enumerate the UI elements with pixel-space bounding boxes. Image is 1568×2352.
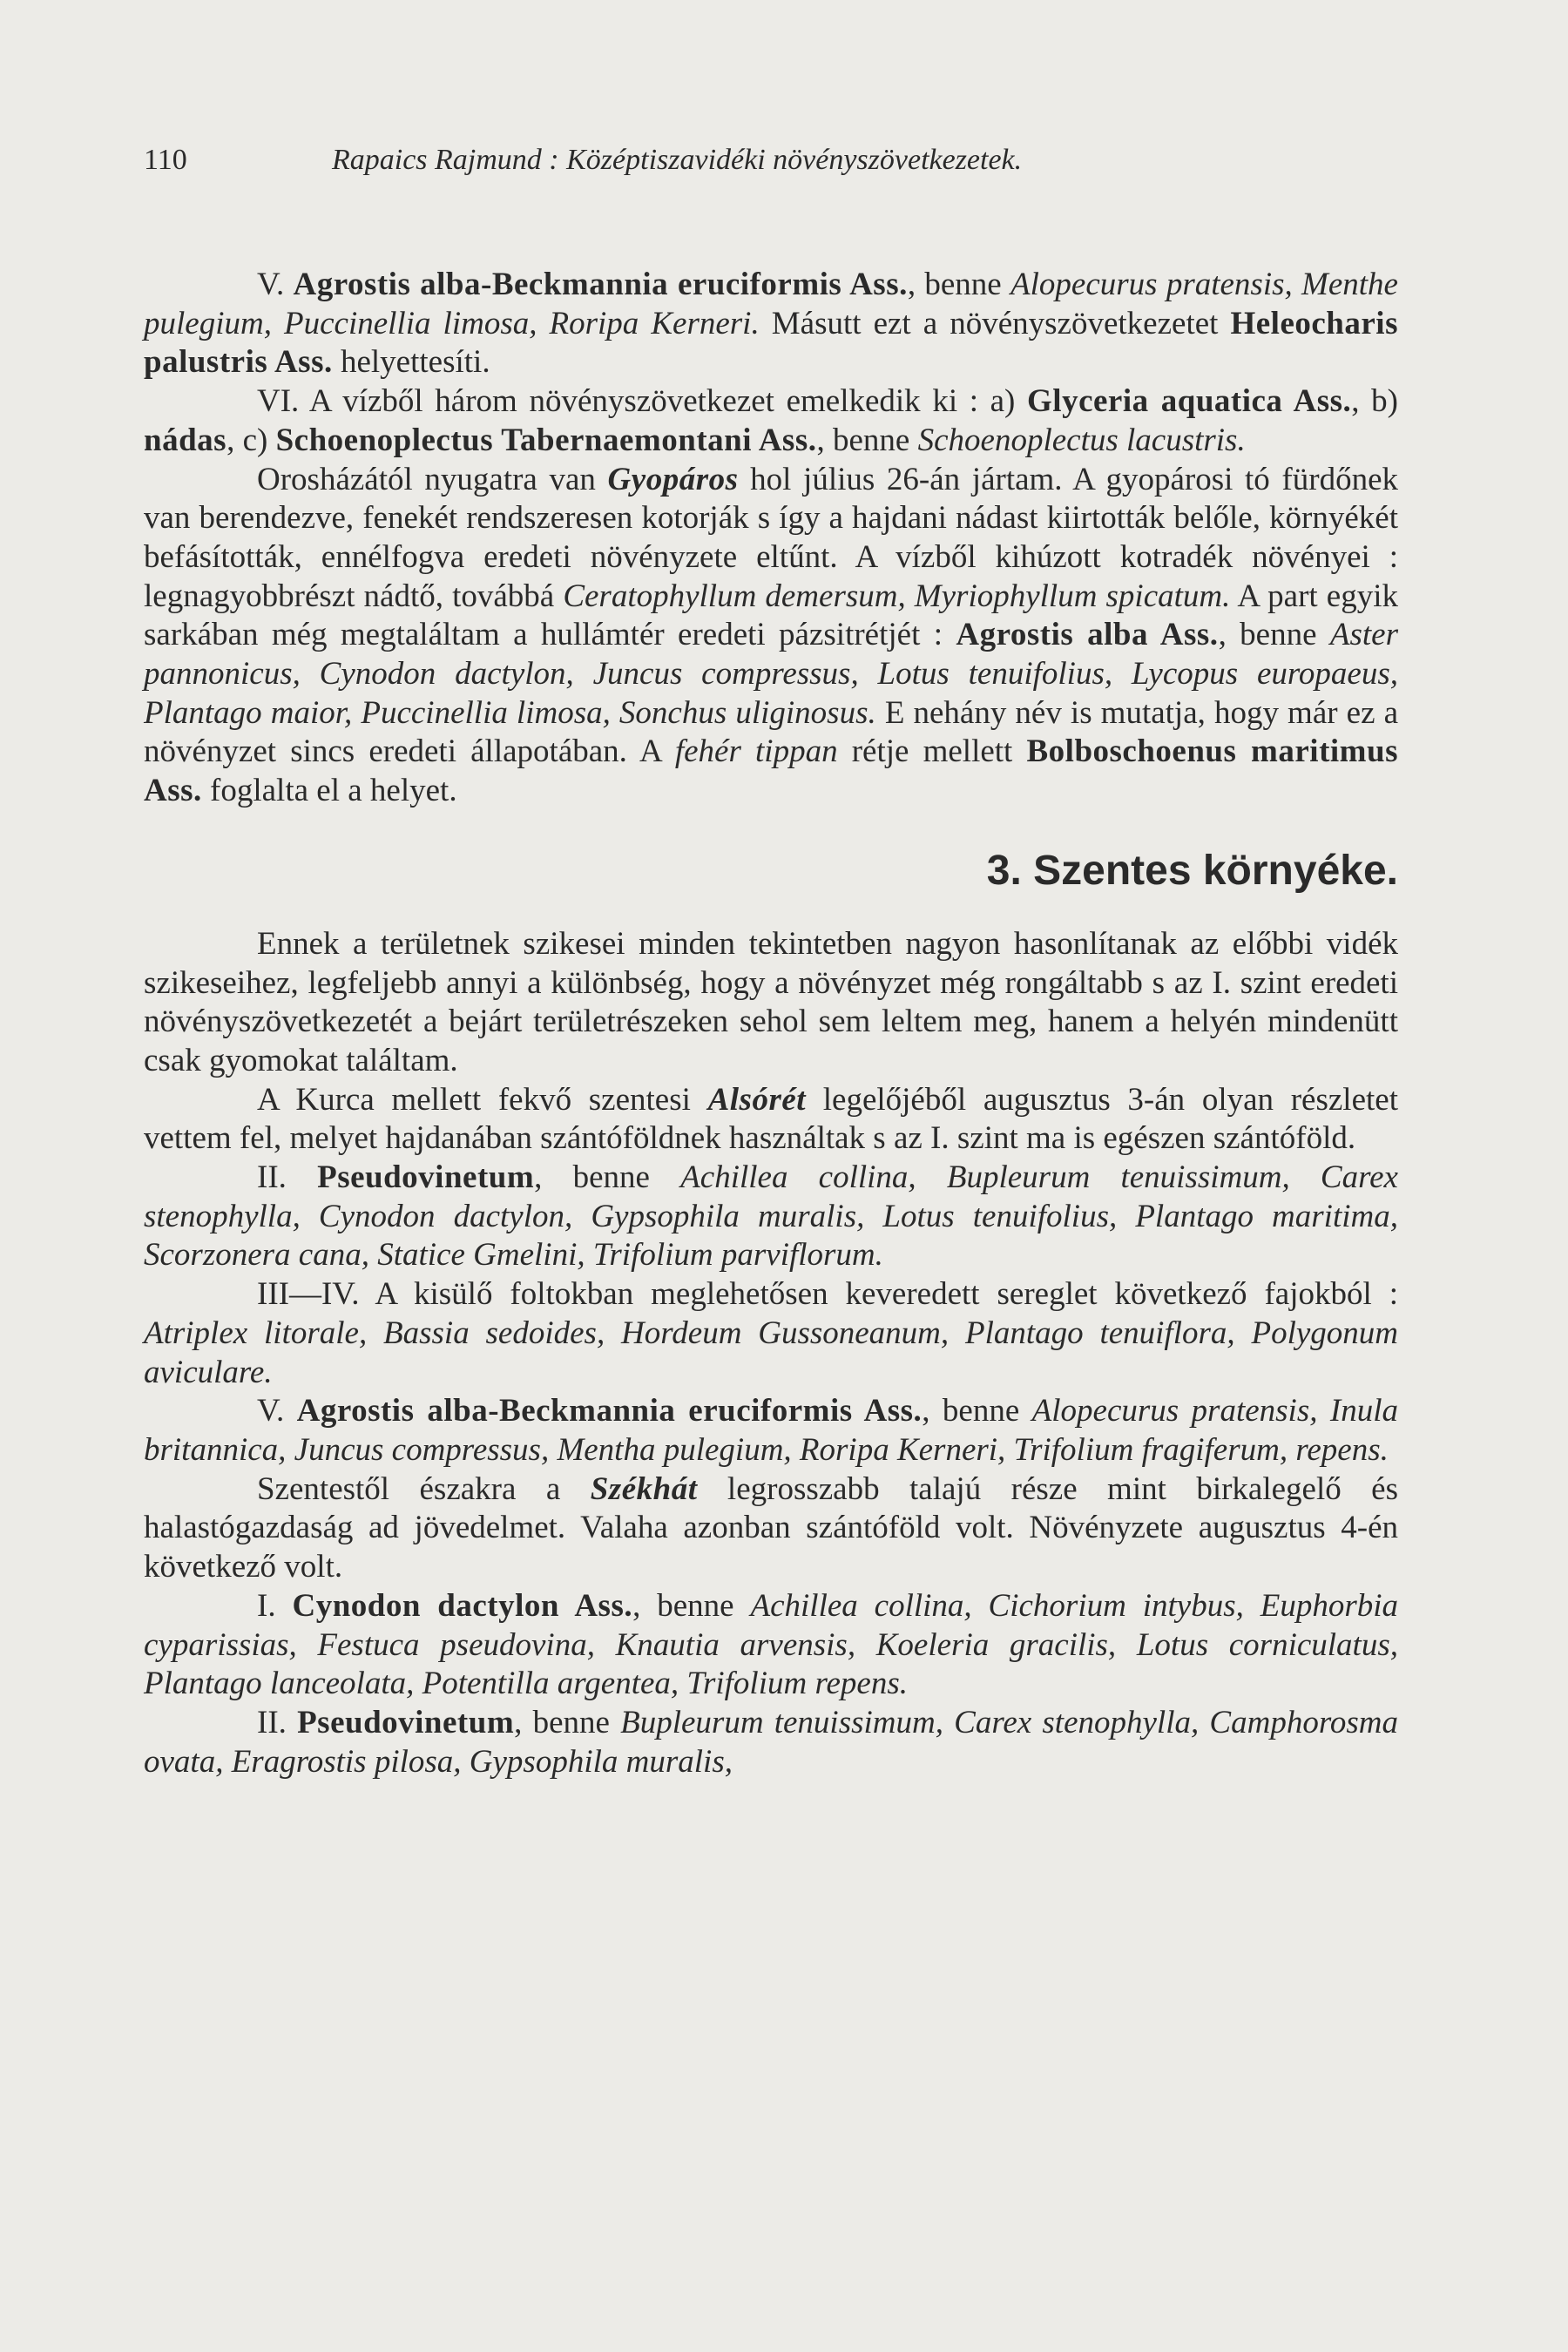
paragraph: Orosházától nyugatra van Gyopáros hol július 26-án jártam. A gyopárosi tó fürdőnek van berendezve, fenekét rendszeresen kotorják s így a hajdani nádast kiirtották belőle, környékét befásították, ennélfogva eredeti növényzete eltűnt. A vízből kihúzott kotradék növényei : legnagyobbrészt nádtő, továbbá Ceratophyllum demersum, Myriophyllum spicatum. A part egyik sarkában még megtaláltam a hullámtér eredeti pázsitrétjét : Agrostis alba Ass., benne Aster pannonicus, Cynodon dactylon, Juncus compressus, Lotus tenuifolius, Lycopus europaeus, Plantago maior, Puccinellia limosa, Sonchus uliginosus. E nehány név is mutatja, hogy már ez a növényzet sincs eredeti állapotában. A fehér tippan rétje mellett Bolboschoenus maritimus Ass. foglalta el a helyet. xyxy=(144,461,1399,809)
page-number: 110 xyxy=(144,144,187,176)
paragraph: I. Cynodon dactylon Ass., benne Achillea collina, Cichorium intybus, Euphorbia cyparissias, Festuca pseudovina, Knautia arvensis, Koeleria gracilis, Lotus corniculatus, Plantago lanceolata, Potentilla argentea, Trifolium repens. xyxy=(144,1587,1399,1702)
paragraph: VI. A vízből három növényszövetkezet emelkedik ki : a) Glyceria aquatica Ass., b) nádas, c) Schoenoplectus Tabernaemontani Ass., benne Schoenoplectus lacustris. xyxy=(144,383,1398,458)
paragraph: Ennek a területnek szikesei minden tekintetben nagyon hasonlítanak az előbbi vidék szikeseihez, legfeljebb annyi a különbség, hogy a növényzet még rongáltabb s az I. szint eredeti növényszövetkezetét a bejárt területrészeken sehol sem leltem meg, hanem a helyén mindenütt csak gyomokat találtam. xyxy=(144,925,1398,1078)
paragraph: II. Pseudovinetum, benne Bupleurum tenuissimum, Carex stenophylla, Camphorosma ovata, Eragrostis pilosa, Gypsophila muralis, xyxy=(144,1704,1398,1780)
paragraph: Szentestől északra a Székhát legrosszabb talajú része mint birkalegelő és halastógazdaság ad jövedelmet. Valaha azonban szántóföld volt. Növényzete augusztus 4-én következő volt. xyxy=(144,1470,1398,1585)
section-heading: 3. Szentes környéke. xyxy=(986,847,1398,894)
running-head: Rapaics Rajmund : Középtiszavidéki növényszövetkezetek. xyxy=(332,144,1023,176)
paragraph: III—IV. A kisülő foltokban meglehetősen keveredett sereglet következő fajokból : Atriplex litorale, Bassia sedoides, Hordeum Gussoneanum, Plantago tenuiflora, Polygonum aviculare. xyxy=(144,1276,1398,1390)
paragraph: II. Pseudovinetum, benne Achillea collina, Bupleurum tenuissimum, Carex stenophylla, Cynodon dactylon, Gypsophila muralis, Lotus tenuifolius, Plantago maritima, Scorzonera cana, Statice Gmelini, Trifolium parviflorum. xyxy=(144,1159,1398,1274)
body-text xyxy=(144,266,1398,1781)
page-header xyxy=(144,139,1398,181)
paragraph: V. Agrostis alba-Beckmannia eruciformis Ass., benne Alopecurus pratensis, Inula britannica, Juncus compressus, Mentha pulegium, Roripa Kerneri, Trifolium fragiferum, repens. xyxy=(144,1393,1398,1468)
paragraph: V. Agrostis alba-Beckmannia eruciformis Ass., benne Alopecurus pratensis, Menthe pulegium, Puccinellia limosa, Roripa Kerneri. Másutt ezt a növényszövetkezetet Heleocharis palustris Ass. helyettesíti. xyxy=(144,267,1398,381)
paragraph: A Kurca mellett fekvő szentesi Alsórét legelőjéből augusztus 3-án olyan részletet vettem fel, melyet hajdanában szántóföldnek használtak s az I. szint ma is egészen szántóföld. xyxy=(144,1081,1398,1157)
